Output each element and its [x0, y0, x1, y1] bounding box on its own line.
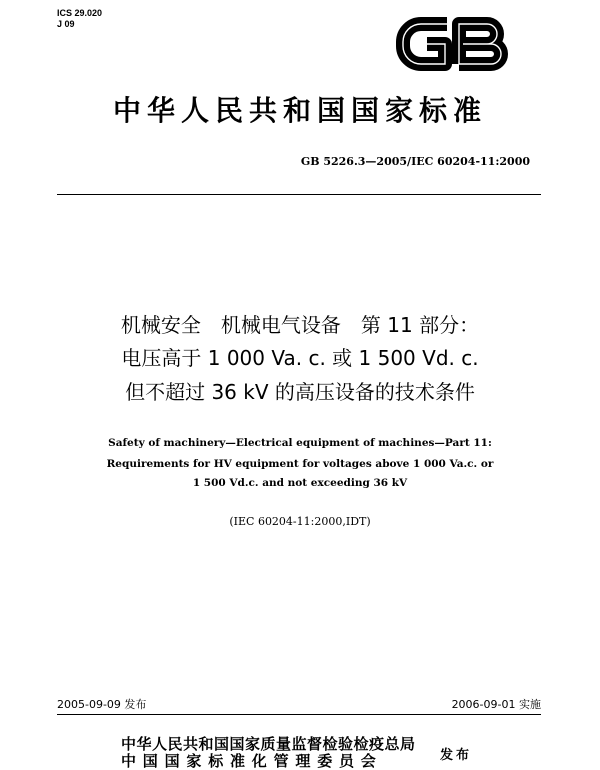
ics-code: ICS 29.020 — [57, 8, 103, 18]
implementation-date: 2006-09-01 实施 — [451, 698, 541, 711]
standard-body-title: 中华人民共和国国家标准 — [112, 94, 487, 127]
issuer-line-1: 中华人民共和国国家质量监督检验检疫总局 — [121, 735, 416, 753]
chinese-title-line-3: 但不超过 36 kV 的高压设备的技术条件 — [125, 380, 475, 404]
bottom-divider — [57, 714, 541, 715]
chinese-title-line-1: 机械安全 机械电气设备 第 11 部分： — [120, 313, 480, 337]
issuer-line-2: 中国国家标准化管理委员会 — [121, 752, 383, 770]
classification-codes — [57, 8, 102, 30]
gb-logo-icon — [393, 10, 515, 78]
publish-label: 发布 — [440, 748, 473, 763]
issue-date: 2005-09-09 发布 — [57, 698, 147, 711]
standard-number: GB 5226.3—2005/IEC 60204-11:2000 — [300, 155, 530, 168]
iec-equivalence: (IEC 60204-11:2000,IDT) — [229, 515, 371, 528]
english-title-line-3: 1 500 Vd.c. and not exceeding 36 kV — [192, 477, 408, 489]
ccs-code: J 09 — [57, 19, 75, 29]
chinese-title-line-2: 电压高于 1 000 Va. c. 或 1 500 Vd. c. — [121, 346, 479, 370]
english-title-line-1: Safety of machinery—Electrical equipment of machines—Part 11: — [108, 437, 492, 449]
top-divider — [57, 194, 541, 195]
english-title-line-2: Requirements for HV equipment for voltages above 1 000 Va.c. or — [106, 458, 494, 470]
